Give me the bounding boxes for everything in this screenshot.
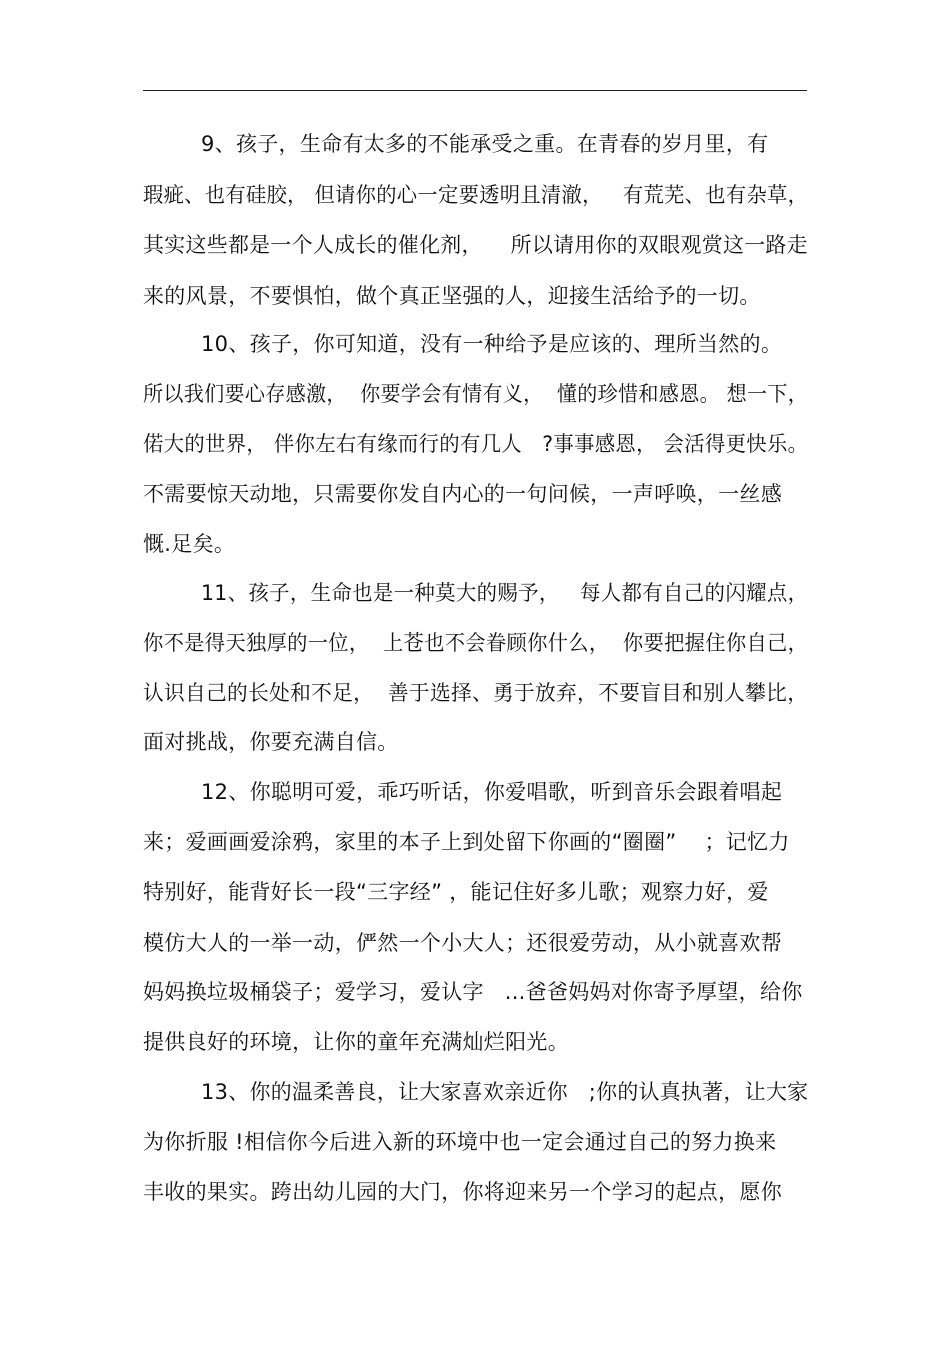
text-line: 瑕疵、也有硅胶， 但请你的心一定要透明且清澈， 有荒芜、也有杂草， xyxy=(143,183,809,207)
text-line: 所以我们要心存感激， 你要学会有情有义， 懂的珍惜和感恩。 想一下， xyxy=(143,382,809,406)
text-line: 特别好，能背好长一段“三字经” ，能记住好多儿歌；观察力好，爱 xyxy=(143,880,769,904)
text-line: 11、孩子，生命也是一种莫大的赐予， 每人都有自己的闪耀点， xyxy=(201,581,809,605)
text-line: 为你折服 !相信你今后进入新的环境中也一定会通过自己的努力换来 xyxy=(143,1130,777,1154)
text-line: 丰收的果实。跨出幼儿园的大门，你将迎来另一个学习的起点，愿你 xyxy=(143,1180,782,1204)
text-line: 12、你聪明可爱，乖巧听话，你爱唱歌，听到音乐会跟着唱起 xyxy=(201,780,783,804)
text-line: 你不是得天独厚的一位， 上苍也不会眷顾你什么， 你要把握住你自己， xyxy=(143,631,809,655)
text-line: 妈妈换垃圾桶袋子；爱学习，爱认字 ...爸爸妈妈对你寄予厚望，给你 xyxy=(143,980,803,1004)
text-line: 来；爱画画爱涂鸦，家里的本子上到处留下你画的“圈圈” ；记忆力 xyxy=(143,830,790,854)
text-line: 偌大的世界， 伴你左右有缘而行的有几人 ?事事感恩， 会活得更快乐。 xyxy=(143,432,809,456)
header-rule xyxy=(143,90,807,91)
text-line: 模仿大人的一举一动，俨然一个小大人；还很爱劳动，从小就喜欢帮 xyxy=(143,931,782,955)
text-line: 9、孩子，生命有太多的不能承受之重。在青春的岁月里，有 xyxy=(201,132,769,156)
text-line: 面对挑战，你要充满自信。 xyxy=(143,730,399,754)
text-line: 不需要惊天动地，只需要你发自内心的一句问候，一声呼唤，一丝感 xyxy=(143,482,782,506)
text-line: 10、孩子，你可知道，没有一种给予是应该的、理所当然的。 xyxy=(201,332,783,356)
text-line: 慨.足矣。 xyxy=(143,532,236,556)
text-line: 13、你的温柔善良，让大家喜欢亲近你 ;你的认真执著，让大家 xyxy=(201,1080,809,1104)
text-line: 其实这些都是一个人成长的催化剂， 所以请用你的双眼观赏这一路走 xyxy=(143,233,808,257)
text-line: 提供良好的环境，让你的童年充满灿烂阳光。 xyxy=(143,1030,569,1054)
text-line: 来的风景，不要惧怕，做个真正坚强的人，迎接生活给予的一切。 xyxy=(143,284,761,308)
text-line: 认识自己的长处和不足， 善于选择、勇于放弃，不要盲目和别人攀比， xyxy=(143,681,809,705)
